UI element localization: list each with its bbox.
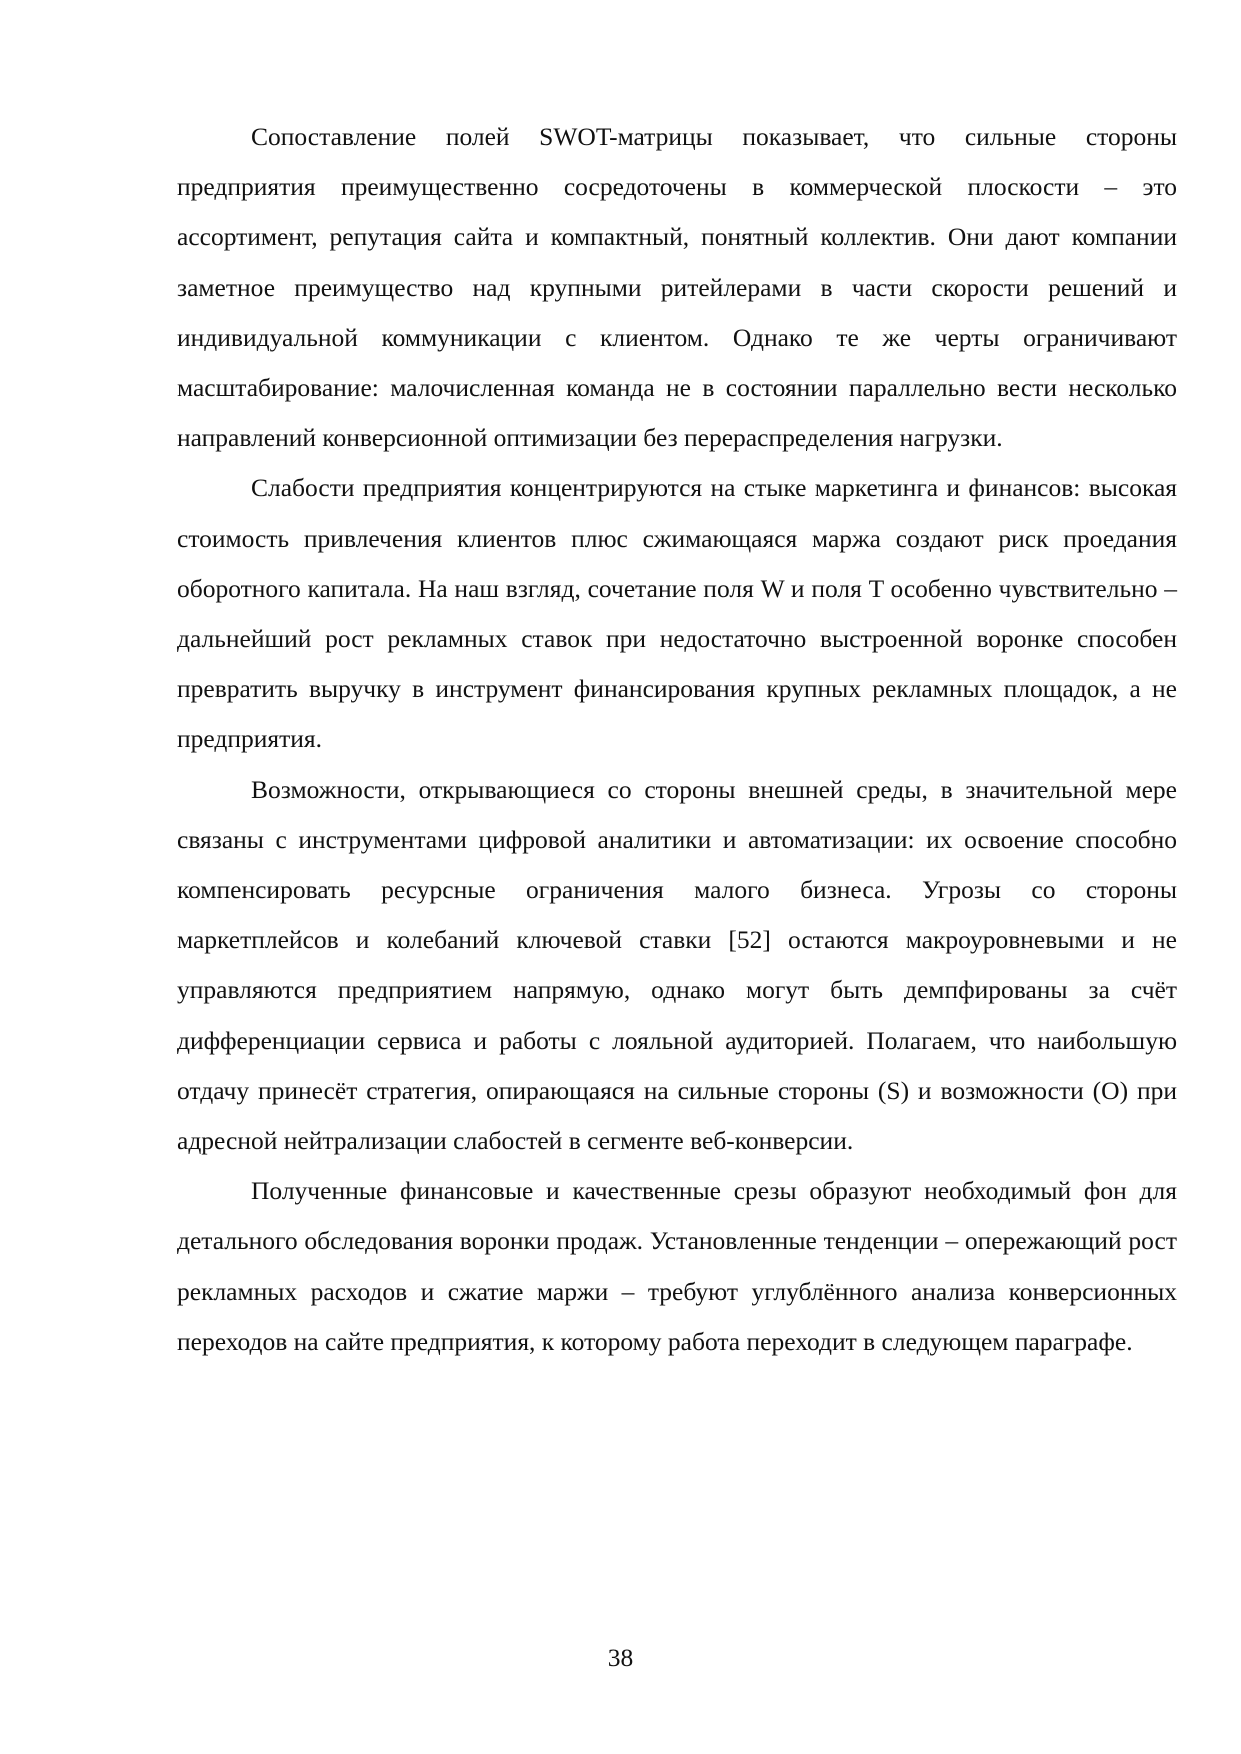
body-text bbox=[177, 112, 1177, 1367]
page-number: 38 bbox=[607, 1643, 634, 1672]
paragraph-weaknesses: Слабости предприятия концентрируются на стыке маркетинга и финансов: высокая стоимость привлечения клиентов плюс сжимающаяся маржа создают риск проедания оборотного капитала. На наш взгляд, сочетание поля W и поля T особенно чувствительно – дальнейший рост рекламных ставок при недостаточно выстроенной воронке способен превратить выручку в инструмент финансирования крупных рекламных площадок, а не предприятия. bbox=[177, 473, 1177, 754]
paragraph-conclusion: Полученные финансовые и качественные срезы образуют необходимый фон для детального обследования воронки продаж. Установленные тенденции – опережающий рост рекламных расходов и сжатие маржи – требуют углублённого анализа конверсионных переходов на сайте предприятия, к которому работа переходит в следующем параграфе. bbox=[177, 1176, 1177, 1356]
paragraph-opportunities-threats: Возможности, открывающиеся со стороны внешней среды, в значительной мере связаны с инструментами цифровой аналитики и автоматизации: их освоение способно компенсировать ресурсные ограничения малого бизнеса. Угрозы со стороны маркетплейсов и колебаний ключевой ставки [52] остаются макроуровневыми и не управляются предприятием напрямую, однако могут быть демпфированы за счёт дифференциации сервиса и работы с лояльной аудиторией. Полагаем, что наибольшую отдачу принесёт стратегия, опирающаяся на сильные стороны (S) и возможности (O) при адресной нейтрализации слабостей в сегменте веб-конверсии. bbox=[177, 774, 1177, 1156]
paragraph-swot-strengths: Сопоставление полей SWOT-матрицы показывает, что сильные стороны предприятия преимущественно сосредоточены в коммерческой плоскости – это ассортимент, репутация сайта и компактный, понятный коллектив. Они дают компании заметное преимущество над крупными ритейлерами в части скорости решений и индивидуальной коммуникации с клиентом. Однако те же черты ограничивают масштабирование: малочисленная команда не в состоянии параллельно вести несколько направлений конверсионной оптимизации без перераспределения нагрузки. bbox=[177, 122, 1177, 453]
